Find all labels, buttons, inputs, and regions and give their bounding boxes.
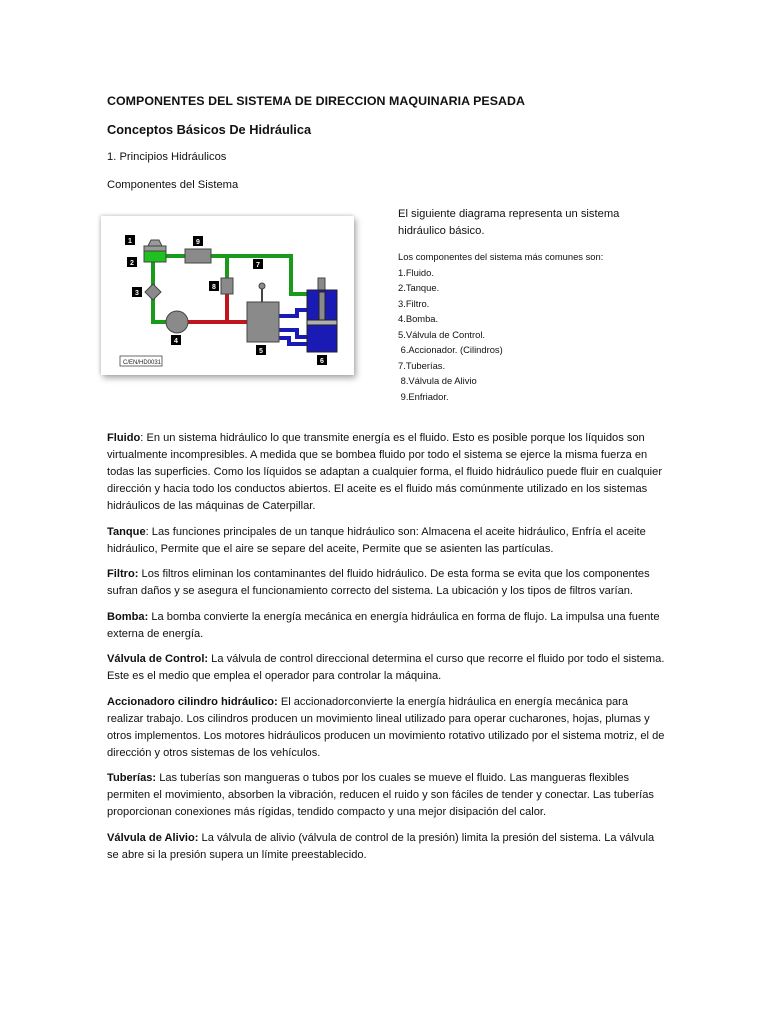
definition-text: : Las funciones principales de un tanque hidráulico son: Almacena el aceite hidráulico, Enfría el aceite hidráulico, Permite que el aire se separe del aceite, Permite que se asienten las partículas. xyxy=(107,525,646,555)
label-2: 2 xyxy=(130,260,134,267)
definitions-section xyxy=(107,430,667,872)
definition-paragraph xyxy=(107,566,667,600)
filter-component xyxy=(145,284,161,300)
definition-text: : En un sistema hidráulico lo que transmite energía es el fluido. Esto es posible porque los líquidos son virtualmente incompresibles. A medida que se bombea fluido por todo el sistema se ejerce la misma fuerza en todas las superficies. Como los líquidos se adaptan a cualquier forma, el fluido hidráulico puede fluir en cualquier dirección y hacia todo los conductos abiertos. El aceite es el fluido más comúnmente utilizado en los sistemas hidráulicos de las máquinas de Caterpillar. xyxy=(107,432,663,512)
definition-text: El accionadorconvierte la energía hidráulica en energía mecánica para realizar trabajo. Los cilindros producen un movimiento lineal utilizado para operar cucharones, hojas, plumas y otros implementos. Los motores hidráulicos producen un movimiento rotativo utilizado por el sistema motriz, el de dirección y otros sistemas de los vehículos. xyxy=(107,695,665,759)
definition-paragraph xyxy=(107,524,667,558)
label-7: 7 xyxy=(256,262,260,269)
definition-term: Filtro: xyxy=(107,568,139,580)
diagram-code-label: C/EN/HD0031 xyxy=(123,360,162,366)
definition-term: Válvula de Alivio: xyxy=(107,831,199,844)
definition-paragraph xyxy=(107,830,667,864)
definition-paragraph xyxy=(107,609,667,643)
diagram-intro-text: El siguiente diagrama representa un sistema hidráulico básico. xyxy=(398,208,620,237)
hydraulic-diagram-svg xyxy=(101,216,354,375)
definition-text: La válvula de control direccional determina el curso que recorre el fluido por todo el sistema. Este es el medio que emplea el operador para controlar la máquina. xyxy=(107,653,665,682)
definition-paragraph xyxy=(107,651,667,685)
tank-component xyxy=(144,240,166,262)
components-list xyxy=(398,249,603,404)
definition-term: Tuberías: xyxy=(107,772,157,784)
pressure-lines xyxy=(187,293,247,322)
definition-text: La válvula de alivio (válvula de control de la presión) limita la presión del sistema. La válvula se abre si la presión supera un límite preestablecido. xyxy=(107,831,655,861)
label-6: 6 xyxy=(320,358,324,365)
list-item: 2.Tanque. xyxy=(398,282,440,293)
definition-term: Fluido xyxy=(107,432,141,444)
definition-term: Tanque xyxy=(107,525,146,538)
section-heading: 1. Principios Hidráulicos xyxy=(107,151,227,163)
definition-term: Bomba: xyxy=(107,610,149,623)
definition-text: Las tuberías son mangueras o tubos por los cuales se mueve el fluido. Las mangueras flexibles permiten el movimiento, absorben la vibración, reducen el ruido y son fáciles de tender y conectar. Las tuberías proporcionan conexiones más rígidas, tendido compacto y una mejor disipación del calor. xyxy=(107,772,654,818)
components-list-heading: Los componentes del sistema más comunes son: xyxy=(398,251,604,262)
label-5: 5 xyxy=(259,348,263,355)
label-4: 4 xyxy=(174,338,178,345)
document-subtitle: Conceptos Básicos De Hidráulica xyxy=(107,122,312,137)
definition-text: Los filtros eliminan los contaminantes del fluido hidráulico. De esta forma se evita que los componentes sufran daños y se asegura el funcionamiento correcto del sistema. La ubicación y los tipos de filtros varían. xyxy=(107,568,650,597)
list-item: 7.Tuberías. xyxy=(398,359,446,371)
label-1: 1 xyxy=(128,238,132,245)
relief-valve-component xyxy=(221,278,233,294)
definition-paragraph xyxy=(107,694,667,762)
document-title: COMPONENTES DEL SISTEMA DE DIRECCION MAQUINARIA PESADA xyxy=(107,94,526,108)
hydraulic-diagram xyxy=(101,216,354,375)
list-item: 4.Bomba. xyxy=(398,313,439,324)
cylinder-component xyxy=(307,278,337,352)
cooler-component xyxy=(185,249,211,263)
definition-term: Válvula de Control: xyxy=(107,653,209,665)
pump-component xyxy=(166,311,188,333)
list-item: 1.Fluido. xyxy=(398,266,434,278)
list-item: 8.Válvula de Alivio xyxy=(398,375,477,386)
list-item: 9.Enfriador. xyxy=(398,390,449,402)
list-item: 6.Accionador. (Cilindros) xyxy=(398,344,503,355)
return-lines xyxy=(279,310,307,344)
definition-term: Accionadoro cilindro hidráulico: xyxy=(107,695,278,708)
subsection-heading: Componentes del Sistema xyxy=(107,179,239,191)
definition-text: La bomba convierte la energía mecánica en energía hidráulica en forma de flujo. La impulsa una fuente externa de energía. xyxy=(107,610,660,640)
list-item: 5.Válvula de Control. xyxy=(398,328,486,340)
definition-paragraph xyxy=(107,770,667,821)
label-8: 8 xyxy=(212,284,216,291)
label-3: 3 xyxy=(135,290,139,297)
list-item: 3.Filtro. xyxy=(398,297,430,309)
control-valve-component xyxy=(247,283,279,342)
definition-paragraph xyxy=(107,430,667,515)
label-9: 9 xyxy=(196,239,200,246)
